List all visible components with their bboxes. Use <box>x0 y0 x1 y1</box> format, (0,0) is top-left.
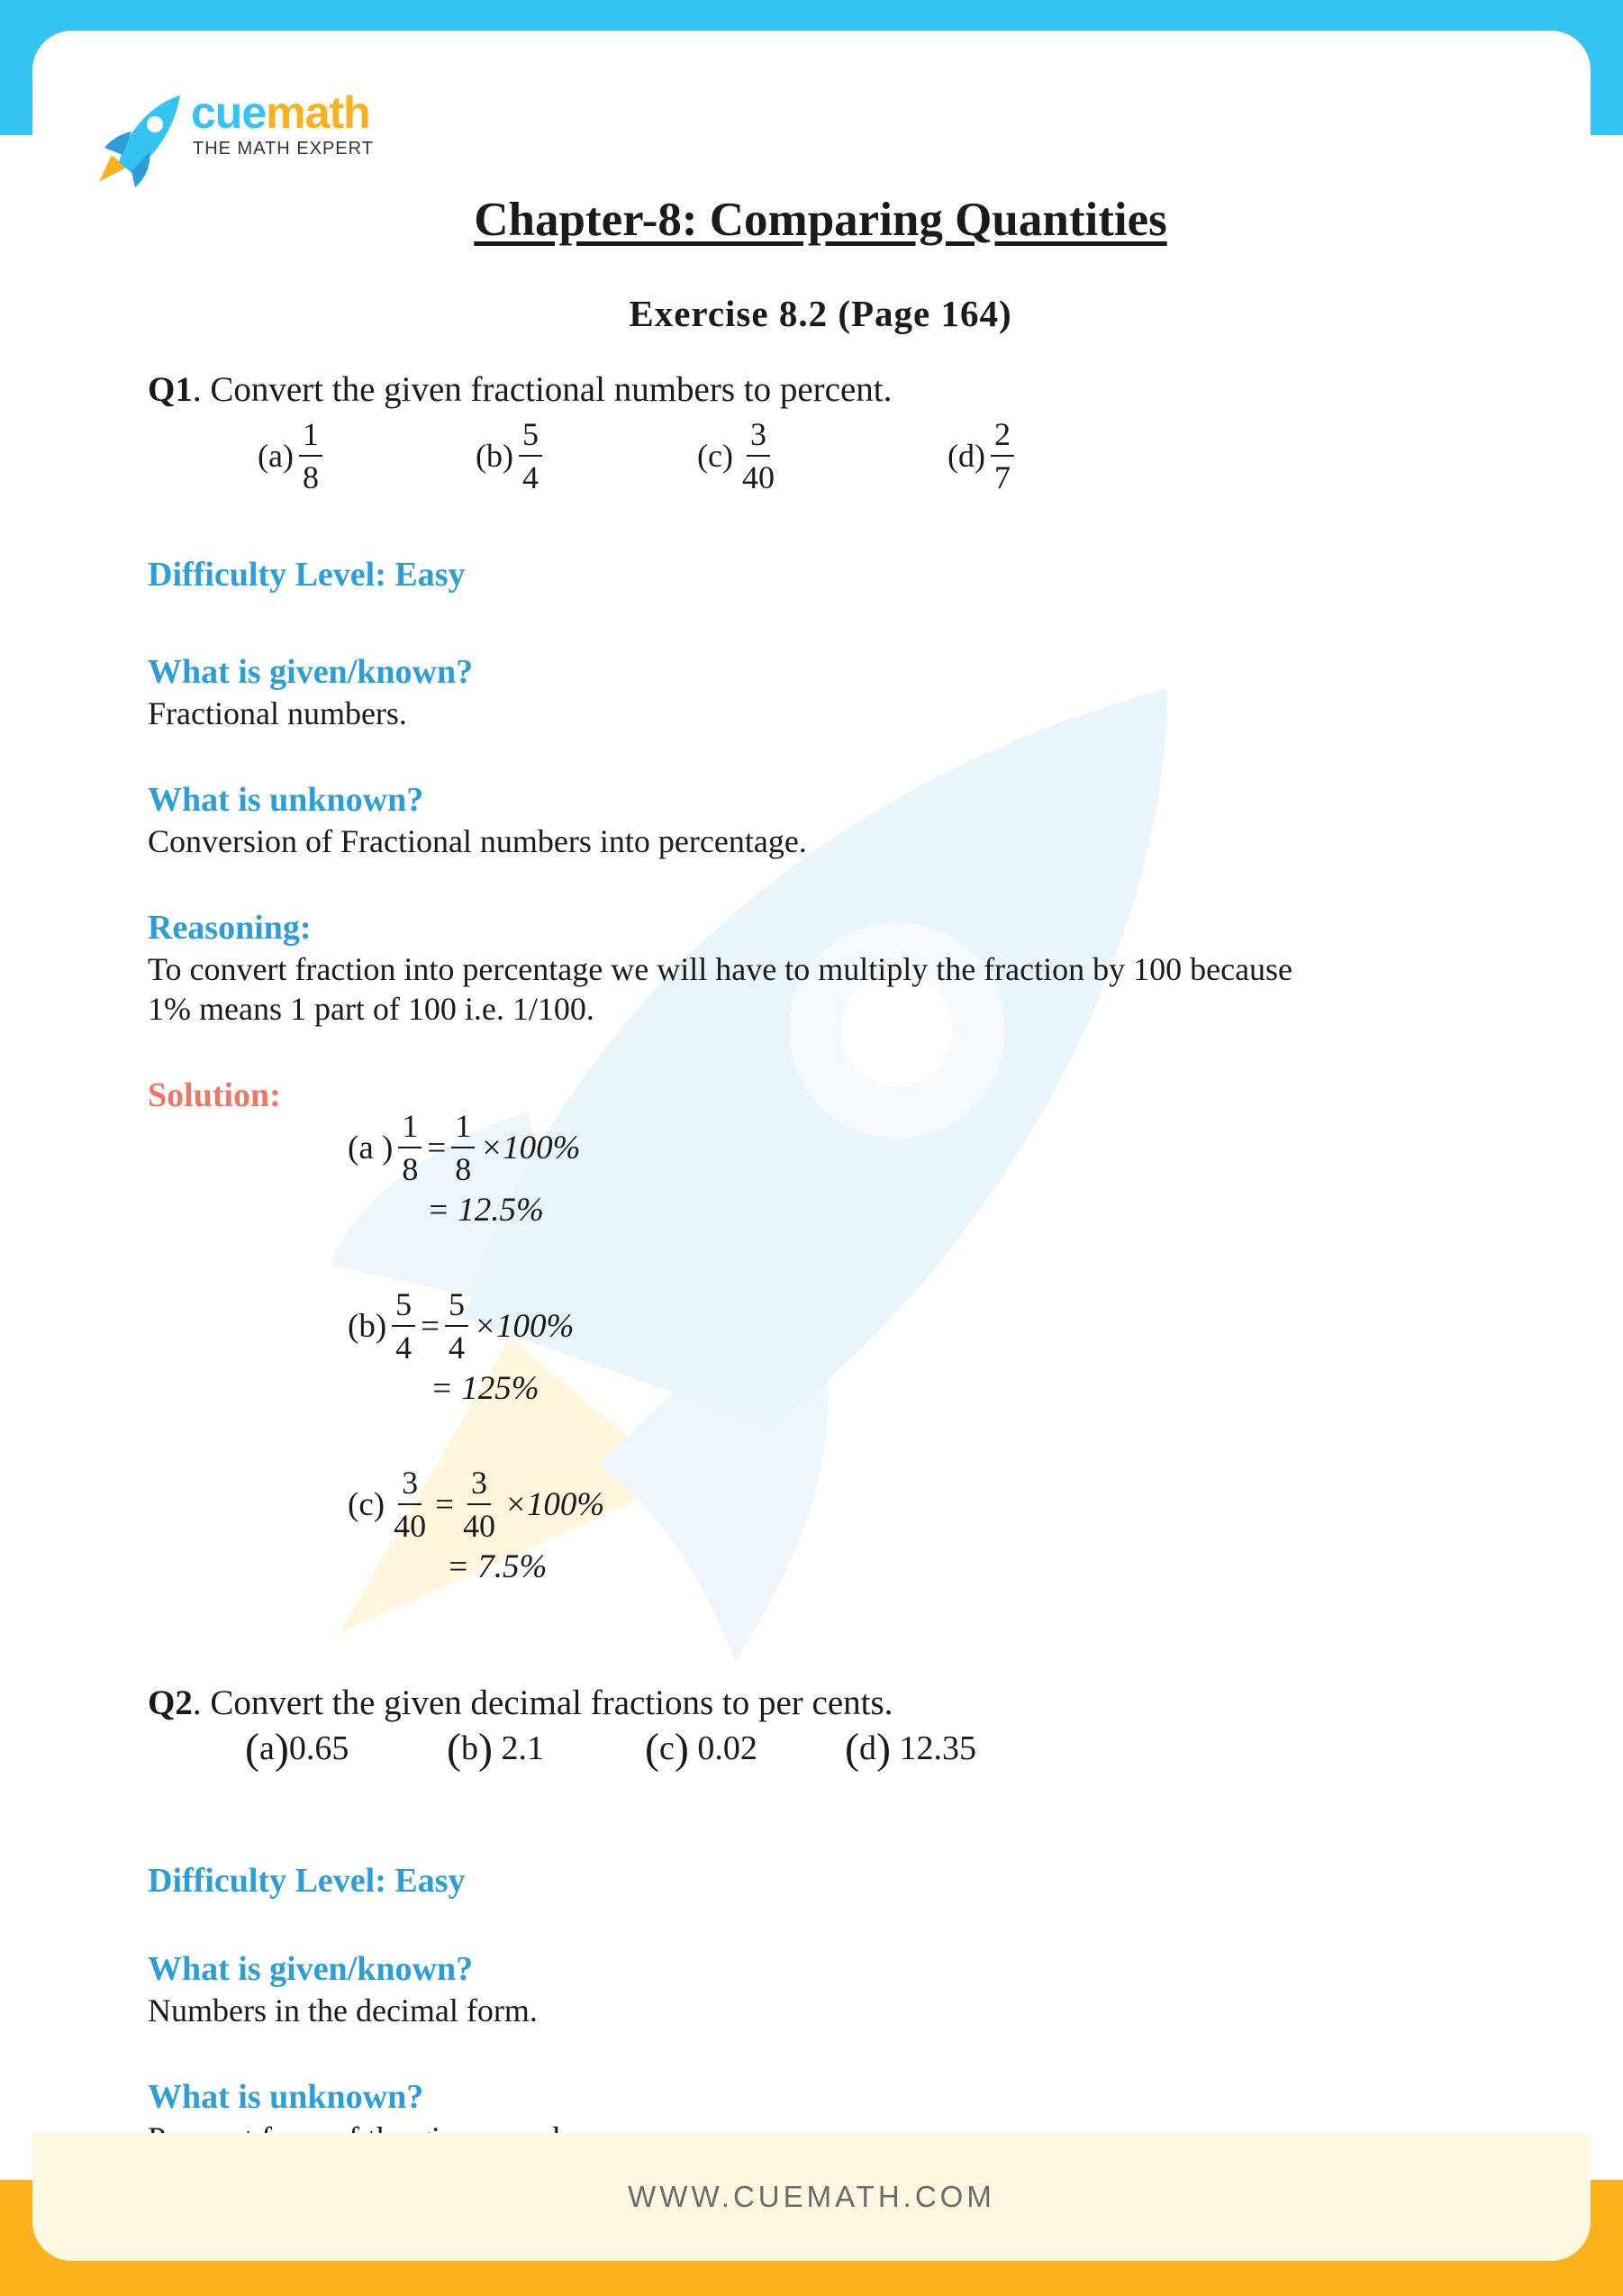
solution-a-label: (a ) <box>348 1129 394 1166</box>
q2-given-heading: What is given/known? <box>148 1950 474 1988</box>
solution-b-den2: 4 <box>449 1330 466 1366</box>
solution-b-times: ×100% <box>474 1307 575 1345</box>
q2-option-b-value: 2.1 <box>501 1729 544 1767</box>
q2-option-a: (a)0.65 <box>245 1725 349 1773</box>
q2-option-c-letter: c <box>658 1729 675 1767</box>
rocket-logo-icon <box>92 92 182 191</box>
q1-option-b-label: (b) <box>476 438 513 474</box>
q2-option-d-value: 12.35 <box>899 1729 976 1767</box>
solution-b-equation <box>348 1286 574 1366</box>
q2-option-a-letter: a <box>258 1729 275 1767</box>
solution-c-fraction2 <box>459 1465 499 1544</box>
footer-website: WWW.CUEMATH.COM <box>628 2180 995 2213</box>
q1-option-b <box>476 416 548 495</box>
q2-option-d: (d) 12.35 <box>845 1725 976 1773</box>
solution-a-equals: = <box>427 1129 447 1166</box>
solution-a-num: 1 <box>398 1108 422 1148</box>
exercise-title: Exercise 8.2 (Page 164) <box>629 293 1012 334</box>
q1-option-d <box>948 416 1020 495</box>
solution-a-times: ×100% <box>480 1129 581 1166</box>
q1-reasoning-line2: 1% means 1 part of 100 i.e. 1/100. <box>148 991 594 1027</box>
q1-label: Q1 <box>148 370 193 409</box>
q1-option-a-num: 1 <box>299 416 322 457</box>
solution-b-num2: 5 <box>445 1286 468 1327</box>
page-card <box>32 31 1591 2261</box>
solution-a-den: 8 <box>402 1151 419 1187</box>
brand-name-part1: cue <box>191 87 267 138</box>
q1-option-c-fraction <box>739 416 778 495</box>
q1-solution-heading: Solution: <box>148 1076 281 1114</box>
brand-tagline: THE MATH EXPERT <box>193 139 374 159</box>
solution-a-num2: 1 <box>451 1108 475 1148</box>
solution-c-result: = 7.5% <box>447 1548 548 1585</box>
q2-unknown-heading: What is unknown? <box>148 2078 424 2116</box>
q2-option-b: (b) 2.1 <box>447 1725 544 1773</box>
solution-b-fraction <box>392 1286 415 1366</box>
q1-option-d-den: 7 <box>993 459 1011 495</box>
q2-option-b-letter: b <box>460 1729 478 1767</box>
q1-difficulty: Difficulty Level: Easy <box>148 556 466 594</box>
q2-option-c: (c) 0.02 <box>645 1725 757 1773</box>
q1-given-heading: What is given/known? <box>148 653 474 691</box>
solution-a-equation <box>348 1108 581 1187</box>
brand-name <box>191 86 370 139</box>
q1-option-b-num: 5 <box>519 416 542 457</box>
q1-option-c-label: (c) <box>697 438 733 474</box>
solution-c-equation <box>348 1465 604 1544</box>
q1-reasoning-heading: Reasoning: <box>148 909 312 947</box>
q1-option-c-num: 3 <box>747 416 770 457</box>
solution-c-den2: 40 <box>462 1508 495 1544</box>
solution-b-den: 4 <box>395 1330 413 1366</box>
q2-text: . Convert the given decimal fractions to per cents. <box>192 1683 893 1722</box>
q2-given-text: Numbers in the decimal form. <box>148 1992 538 2028</box>
solution-c-fraction <box>390 1465 430 1544</box>
solution-b-equals: = <box>421 1307 440 1345</box>
q1-text: . Convert the given fractional numbers to percent. <box>192 370 893 409</box>
q2-difficulty: Difficulty Level: Easy <box>148 1862 466 1900</box>
solution-a-fraction <box>398 1108 422 1187</box>
q1-unknown-heading: What is unknown? <box>148 781 424 819</box>
solution-b-result: = 125% <box>431 1370 539 1407</box>
q1-option-c-den: 40 <box>741 459 775 495</box>
solution-a-den2: 8 <box>455 1151 472 1187</box>
q2-option-d-letter: d <box>858 1729 876 1767</box>
q1-reasoning-line1: To convert fraction into percentage we will have to multiply the fraction by 100 because <box>148 951 1293 987</box>
q1-option-a-label: (a) <box>258 438 294 474</box>
q1-option-a-den: 8 <box>302 459 319 495</box>
q1-option-d-label: (d) <box>948 438 985 474</box>
q1-option-d-fraction <box>991 416 1014 495</box>
q1-unknown-text: Conversion of Fractional numbers into percentage. <box>148 823 807 859</box>
chapter-title: Chapter-8: Comparing Quantities <box>474 194 1167 246</box>
q2-label: Q2 <box>148 1683 193 1722</box>
solution-a-result: = 12.5% <box>427 1192 544 1229</box>
solution-c-den: 40 <box>394 1508 427 1544</box>
solution-c-num2: 3 <box>467 1465 491 1505</box>
solution-c-num: 3 <box>398 1465 422 1505</box>
solution-c-label: (c) <box>348 1485 385 1523</box>
q2-option-c-value: 0.02 <box>697 1729 757 1767</box>
solution-b-label: (b) <box>348 1307 387 1345</box>
q1-option-a <box>258 416 328 495</box>
q1-question <box>148 369 892 410</box>
brand-name-part2: math <box>266 87 370 138</box>
q1-option-b-fraction <box>519 416 542 495</box>
solution-b-fraction2 <box>445 1286 468 1366</box>
q1-option-d-num: 2 <box>991 416 1014 457</box>
q1-option-c <box>697 416 784 495</box>
q1-given-text: Fractional numbers. <box>148 695 407 731</box>
solution-c-times: ×100% <box>503 1485 605 1523</box>
q1-option-a-fraction <box>299 416 322 495</box>
solution-a-fraction2 <box>451 1108 475 1187</box>
q2-question <box>148 1683 893 1723</box>
q1-option-b-den: 4 <box>521 459 539 495</box>
q2-option-a-value: 0.65 <box>288 1729 349 1767</box>
solution-c-equals: = <box>435 1485 454 1523</box>
solution-b-num: 5 <box>392 1286 415 1327</box>
